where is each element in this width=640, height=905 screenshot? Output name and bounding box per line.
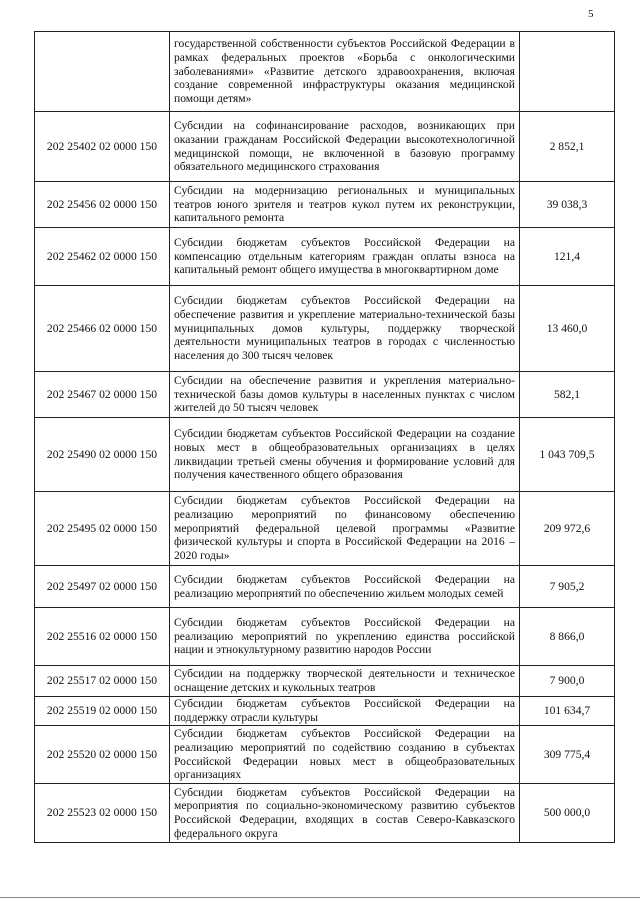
table-row xyxy=(35,32,615,112)
amount-cell: 39 038,3 xyxy=(520,182,615,228)
budget-table xyxy=(34,31,615,843)
amount-cell: 13 460,0 xyxy=(520,286,615,372)
description-cell: Субсидии на поддержку творческой деятельности и техническое оснащение детских и кукольных театров xyxy=(170,666,520,697)
budget-code-cell: 202 25490 02 0000 150 xyxy=(35,418,170,492)
budget-code-cell: 202 25466 02 0000 150 xyxy=(35,286,170,372)
table-row xyxy=(35,372,615,418)
table-row xyxy=(35,666,615,697)
table-row xyxy=(35,608,615,666)
description-cell: Субсидии на обеспечение развития и укрепления материально-технической базы домов культуры в населенных пунктах с числом жителей до 50 тысяч человек xyxy=(170,372,520,418)
budget-code-cell: 202 25495 02 0000 150 xyxy=(35,492,170,566)
description-cell: Субсидии бюджетам субъектов Российской Федерации на компенсацию отдельным категориям граждан оплаты взноса на капитальный ремонт общего имущества в многоквартирном доме xyxy=(170,228,520,286)
description-cell: Субсидии бюджетам субъектов Российской Федерации на реализацию мероприятий по обеспечению жильем молодых семей xyxy=(170,566,520,608)
amount-cell: 8 866,0 xyxy=(520,608,615,666)
budget-code-cell: 202 25497 02 0000 150 xyxy=(35,566,170,608)
description-cell: Субсидии бюджетам субъектов Российской Федерации на реализацию мероприятий по финансовому обеспечению мероприятий федеральной целевой программы «Развитие физической культуры и спорта в Российской Федерации на 2016 – 2020 годы» xyxy=(170,492,520,566)
page-number: 5 xyxy=(588,8,594,20)
table-row xyxy=(35,784,615,843)
budget-code-cell: 202 25517 02 0000 150 xyxy=(35,666,170,697)
budget-code-cell: 202 25467 02 0000 150 xyxy=(35,372,170,418)
table-row xyxy=(35,286,615,372)
amount-cell: 101 634,7 xyxy=(520,697,615,726)
description-cell: государственной собственности субъектов Российской Федерации в рамках федеральных проектов «Борьба с онкологическими заболеваниями» «Развитие детского здравоохранения, включая создание современной инфраструктуры оказания медицинской помощи детям» xyxy=(170,32,520,112)
amount-cell: 309 775,4 xyxy=(520,726,615,784)
table-row xyxy=(35,726,615,784)
budget-code-cell: 202 25516 02 0000 150 xyxy=(35,608,170,666)
amount-cell: 500 000,0 xyxy=(520,784,615,843)
table-row xyxy=(35,566,615,608)
budget-code-cell: 202 25519 02 0000 150 xyxy=(35,697,170,726)
budget-code-cell: 202 25520 02 0000 150 xyxy=(35,726,170,784)
amount-cell: 209 972,6 xyxy=(520,492,615,566)
amount-cell xyxy=(520,32,615,112)
table-row xyxy=(35,182,615,228)
budget-code-cell xyxy=(35,32,170,112)
amount-cell: 7 900,0 xyxy=(520,666,615,697)
table-row xyxy=(35,228,615,286)
budget-code-cell: 202 25402 02 0000 150 xyxy=(35,112,170,182)
amount-cell: 582,1 xyxy=(520,372,615,418)
amount-cell: 7 905,2 xyxy=(520,566,615,608)
amount-cell: 1 043 709,5 xyxy=(520,418,615,492)
budget-code-cell: 202 25523 02 0000 150 xyxy=(35,784,170,843)
table-row xyxy=(35,492,615,566)
amount-cell: 121,4 xyxy=(520,228,615,286)
budget-code-cell: 202 25462 02 0000 150 xyxy=(35,228,170,286)
scan-edge-divider xyxy=(0,897,640,898)
table-row xyxy=(35,418,615,492)
description-cell: Субсидии бюджетам субъектов Российской Федерации на реализацию мероприятий по содействию созданию в субъектах Российской Федерации новых мест в общеобразовательных организациях xyxy=(170,726,520,784)
description-cell: Субсидии бюджетам субъектов Российской Федерации на мероприятия по социально-экономическому развитию субъектов Российской Федерации, входящих в состав Северо-Кавказского федерального округа xyxy=(170,784,520,843)
description-cell: Субсидии на модернизацию региональных и муниципальных театров юного зрителя и театров кукол путем их реконструкции, капитального ремонта xyxy=(170,182,520,228)
description-cell: Субсидии бюджетам субъектов Российской Федерации на создание новых мест в общеобразовательных организациях в целях ликвидации третьей смены обучения и формирование условий для получения качественного общего образования xyxy=(170,418,520,492)
budget-table-body xyxy=(35,32,615,843)
table-row xyxy=(35,112,615,182)
amount-cell: 2 852,1 xyxy=(520,112,615,182)
description-cell: Субсидии бюджетам субъектов Российской Федерации на обеспечение развития и укрепление материально-технической базы муниципальных домов культуры, поддержку творческой деятельности муниципальных театров в городах с численностью населения до 300 тысяч человек xyxy=(170,286,520,372)
table-row xyxy=(35,697,615,726)
description-cell: Субсидии бюджетам субъектов Российской Федерации на реализацию мероприятий по укреплению единства российской нации и этнокультурному развитию народов России xyxy=(170,608,520,666)
budget-code-cell: 202 25456 02 0000 150 xyxy=(35,182,170,228)
description-cell: Субсидии бюджетам субъектов Российской Федерации на поддержку отрасли культуры xyxy=(170,697,520,726)
description-cell: Субсидии на софинансирование расходов, возникающих при оказании гражданам Российской Федерации высокотехнологичной медицинской помощи, не включенной в базовую программу обязательного медицинского страхования xyxy=(170,112,520,182)
